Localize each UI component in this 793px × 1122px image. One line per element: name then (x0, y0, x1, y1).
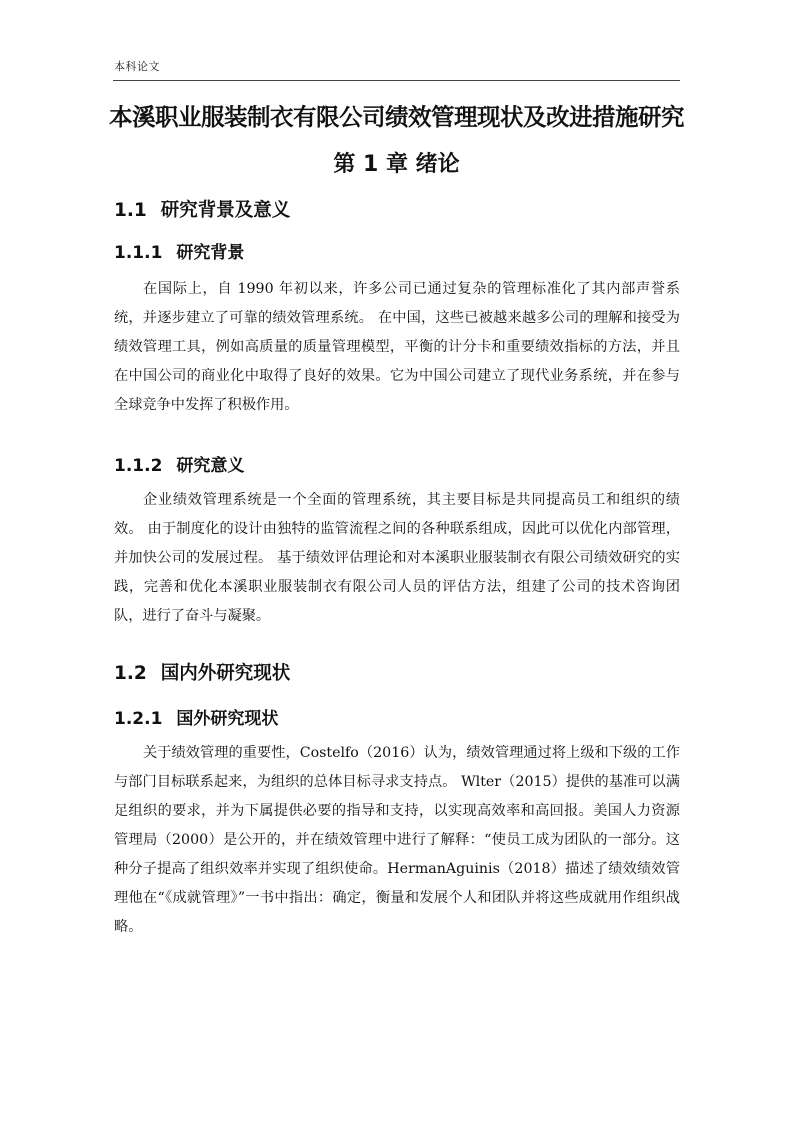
section-number: 1.1.1 (114, 243, 163, 263)
section-title: 国内外研究现状 (160, 663, 291, 684)
section-heading-1-2 (114, 659, 290, 685)
section-heading-1-1 (114, 196, 290, 222)
section-number: 1.1 (114, 200, 147, 221)
section-heading-1-2-1 (114, 704, 278, 729)
section-number: 1.1.2 (114, 456, 163, 476)
header-rule (113, 80, 680, 81)
section-number: 1.2 (114, 663, 147, 684)
section-number: 1.2.1 (114, 709, 163, 729)
section-title: 研究背景 (176, 243, 245, 263)
section-title: 研究背景及意义 (160, 200, 291, 221)
document-title: 本溪职业服装制衣有限公司绩效管理现状及改进措施研究 (109, 103, 684, 131)
paragraph-research-background: 在国际上，自 1990 年初以来，许多公司已通过复杂的管理标准化了其内部声誉系统，并逐步建立了可靠的绩效管理系统。 在中国，这些已被越来越多公司的理解和接受为绩效管理工具，例如高质量的质量管理模型，平衡的计分卡和重要绩效指标的方法，并且在中国公司的商业化中取得了良好的效果。它为中国公司建立了现代业务系统，并在参与全球竞争中发挥了积极作用。 (114, 281, 680, 413)
section-heading-1-1-2 (114, 451, 244, 476)
section-title: 研究意义 (176, 456, 245, 476)
chapter-title: 第 1 章 绪论 (333, 152, 460, 177)
running-header: 本科论文 (114, 60, 160, 73)
paragraph-research-significance: 企业绩效管理系统是一个全面的管理系统，其主要目标是共同提高员工和组织的绩效。 由于制度化的设计由独特的监管流程之间的各种联系组成，因此可以优化内部管理，并加快公司的发展过程。 基于绩效评估理论和对本溪职业服装制衣有限公司绩效研究的实践，完善和优化本溪职业服装制衣有限公司人员的评估方法，组建了公司的技术咨询团队，进行了奋斗与凝聚。 (114, 492, 680, 624)
section-title: 国外研究现状 (176, 709, 279, 729)
section-heading-1-1-1 (114, 238, 244, 263)
paragraph-foreign-research: 关于绩效管理的重要性，Costelfo（2016）认为，绩效管理通过将上级和下级的工作与部门目标联系起来，为组织的总体目标寻求支持点。 Wlter（2015）提供的基准可以满足组织的要求，并为下属提供必要的指导和支持，以实现高效率和高回报。美国人力资源管理局（2000）是公开的，并在绩效管理中进行了解释：“使员工成为团队的一部分。这种分子提高了组织效率并实现了组织使命。HermanAguinis（2018）描述了绩效绩效管理他在“《成就管理》”一书中指出：确定，衡量和发展个人和团队并将这些成就用作组织战略。 (114, 745, 680, 935)
